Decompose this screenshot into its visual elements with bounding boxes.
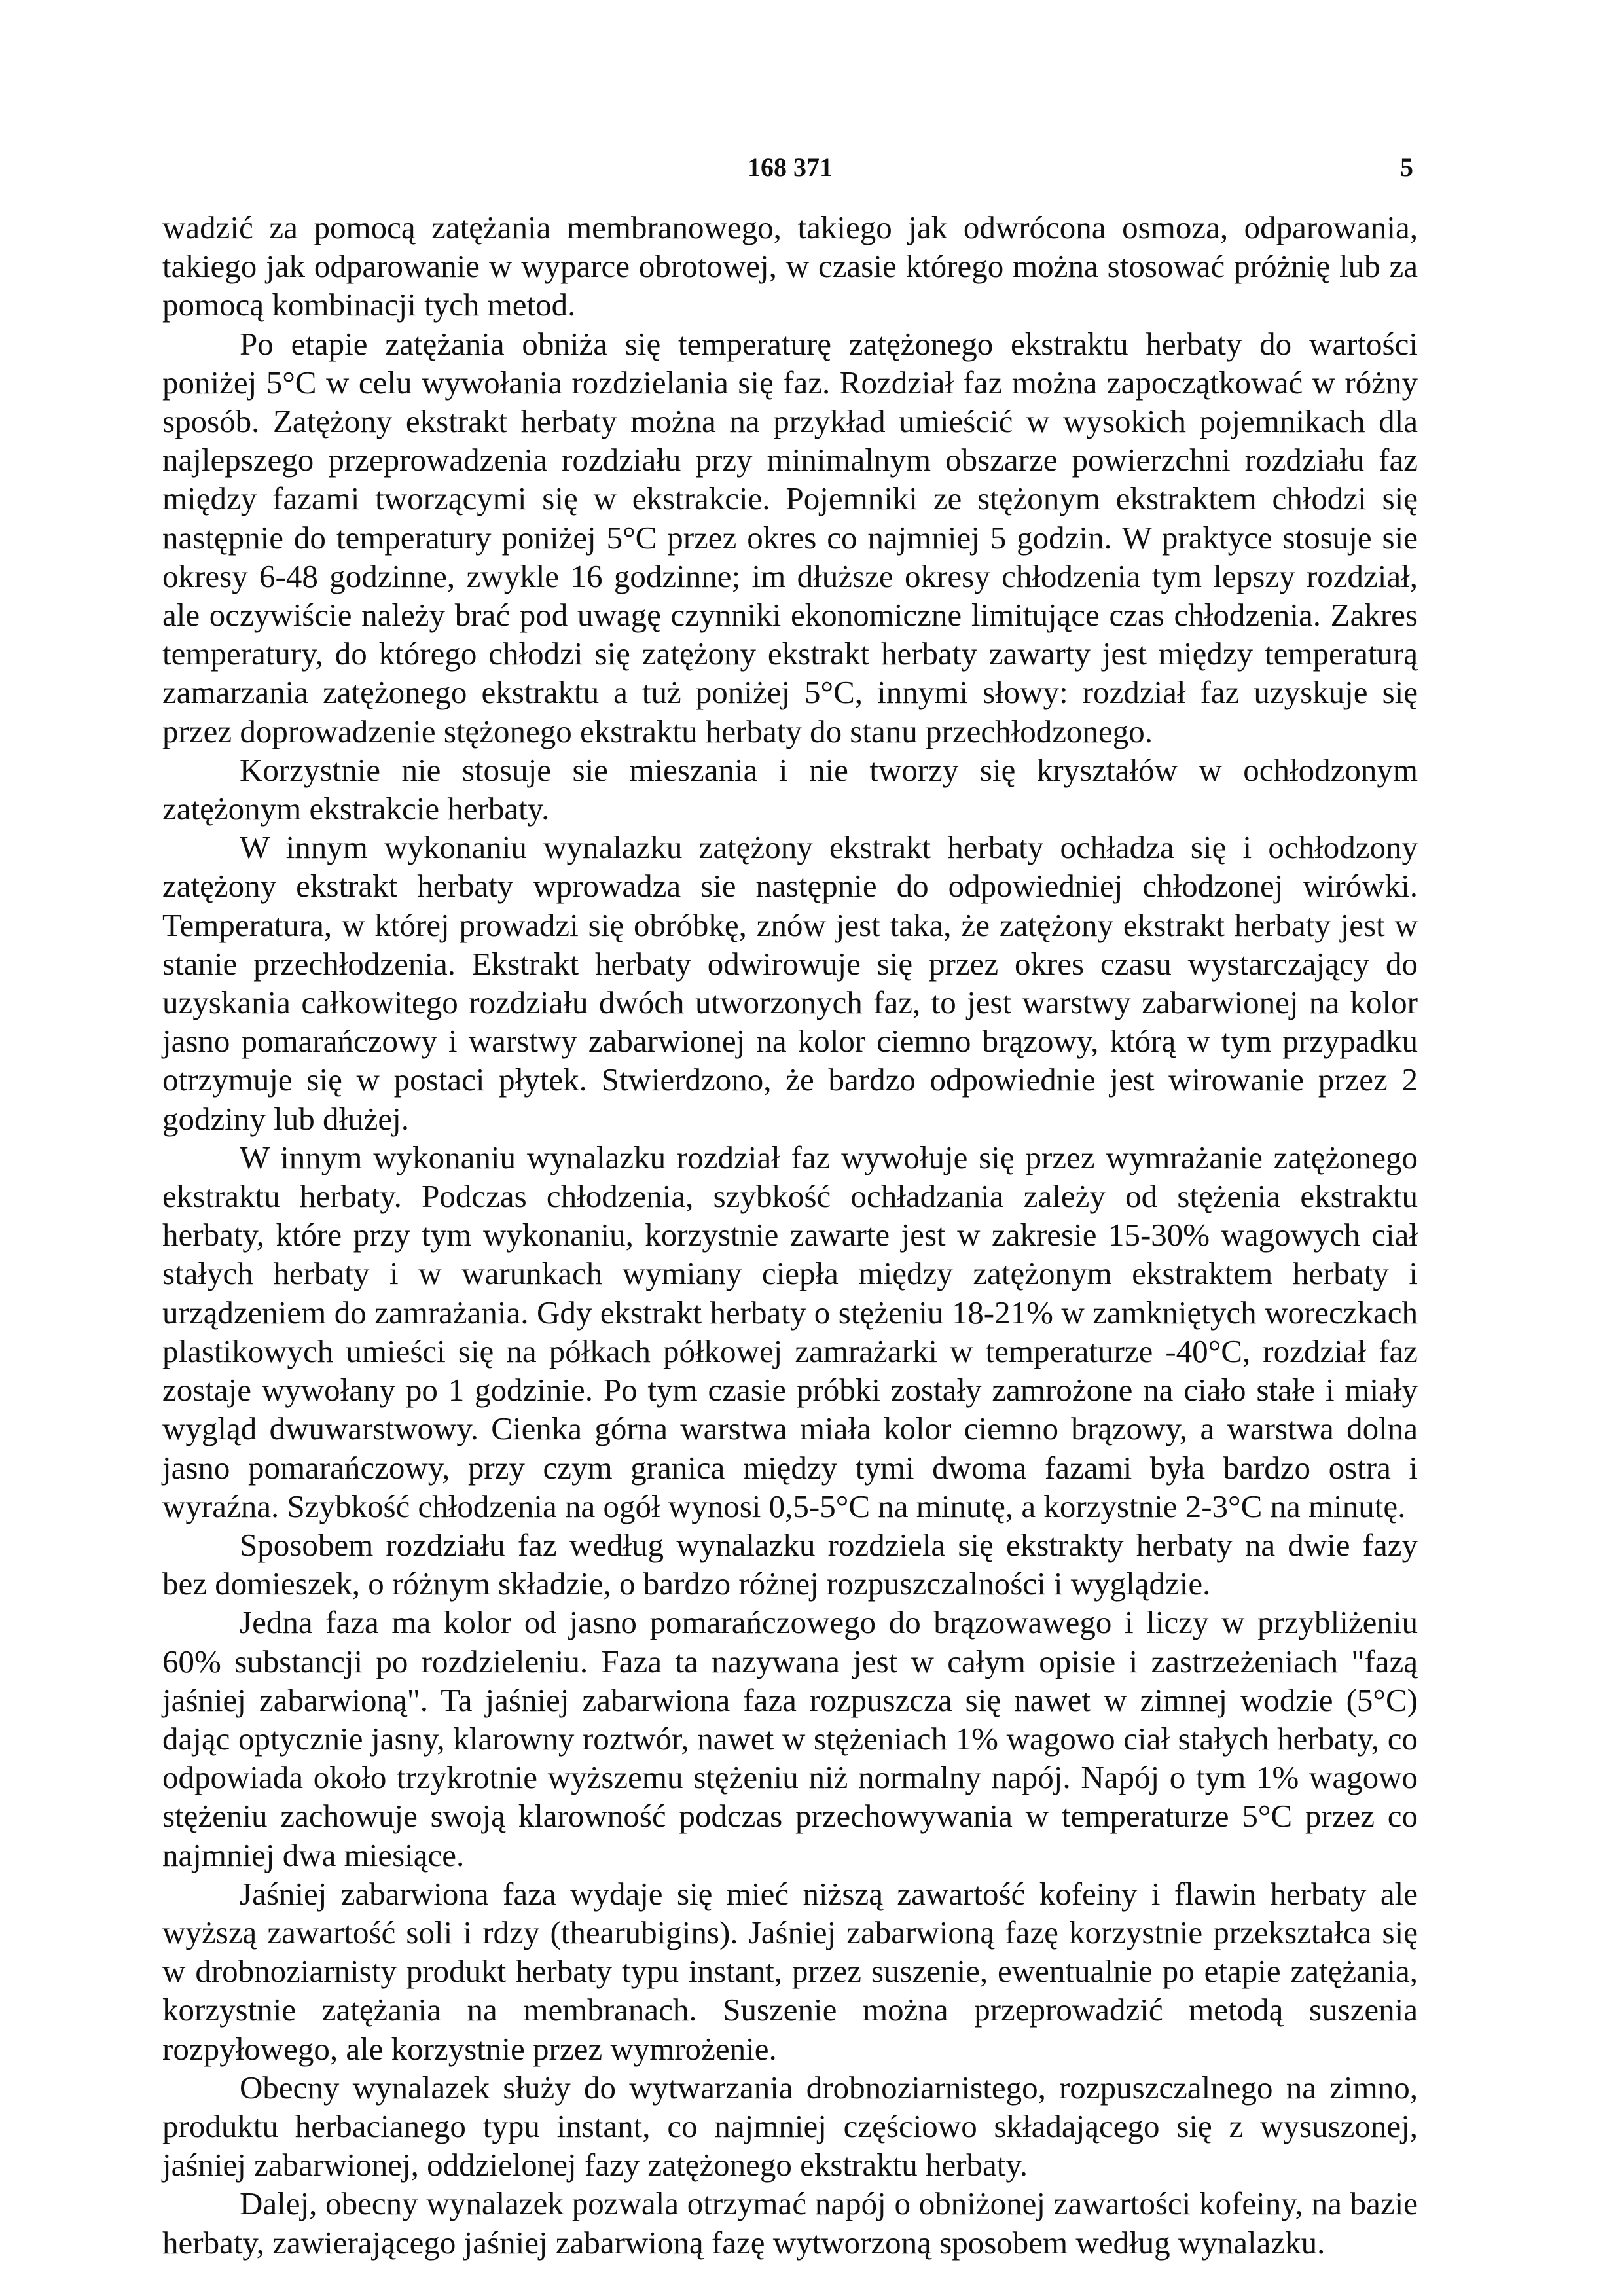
paragraph-3: Korzystnie nie stosuje sie mieszania i nie tworzy się kryształów w ochłodzonym zatężonym ekstrakcie herbaty.	[162, 751, 1418, 827]
page-number: 5	[1400, 152, 1413, 182]
paragraph-2: Po etapie zatężania obniża się temperaturę zatężonego ekstraktu herbaty do wartości poniżej 5°C w celu wywołania rozdzielania się faz. Rozdział faz można zapoczątkować w różny sposób. Zatężony ekstrakt herbaty można na przykład umieścić w wysokich pojemnikach dla najlepszego przeprowadzenia rozdziału przy minimalnym obszarze powierzchni rozdziału faz między fazami tworzącymi się w ekstrakcie. Pojemniki ze stężonym ekstraktem chłodzi się następnie do temperatury poniżej 5°C przez okres co najmniej 5 godzin. W praktyce stosuje sie okresy 6-48 godzinne, zwykle 16 godzinne; im dłuższe okresy chłodzenia tym lepszy rozdział, ale oczywiście należy brać pod uwagę czynniki ekonomiczne limitujące czas chłodzenia. Zakres temperatury, do którego chłodzi się zatężony ekstrakt herbaty zawarty jest między temperaturą zamarzania zatężonego ekstraktu a tuż poniżej 5°C, innymi słowy: rozdział faz uzyskuje się przez doprowadzenie stężonego ekstraktu herbaty do stanu przechłodzonego.	[162, 325, 1418, 749]
patent-number: 168 371	[748, 152, 833, 182]
paragraph-10: Dalej, obecny wynalazek pozwala otrzymać napój o obniżonej zawartości kofeiny, na bazie herbaty, zawierającego jaśniej zabarwioną fazę wytworzoną sposobem według wynalazku.	[162, 2185, 1418, 2261]
paragraph-4: W innym wykonaniu wynalazku zatężony ekstrakt herbaty ochładza się i ochłodzony zatężony ekstrakt herbaty wprowadza sie następnie do odpowiedniej chłodzonej wirówki. Temperatura, w której prowadzi się obróbkę, znów jest taka, że zatężony ekstrakt herbaty jest w stanie przechłodzenia. Ekstrakt herbaty odwirowuje się przez okres czasu wystarczający do uzyskania całkowitego rozdziału dwóch utworzonych faz, to jest warstwy zabarwionej na kolor jasno pomarańczowy i warstwy zabarwionej na kolor ciemno brązowy, którą w tym przypadku otrzymuje się w postaci płytek. Stwierdzono, że bardzo odpowiednie jest wirowanie przez 2 godziny lub dłużej.	[162, 829, 1418, 1137]
paragraph-8: Jaśniej zabarwiona faza wydaje się mieć niższą zawartość kofeiny i flawin herbaty ale wyższą zawartość soli i rdzy (thearubigins). Jaśniej zabarwioną fazę korzystnie przekształca się w drobnoziarnisty produkt herbaty typu instant, przez suszenie, ewentualnie po etapie zatężania, korzystnie zatężania na membranach. Suszenie można przeprowadzić metodą suszenia rozpyłowego, ale korzystnie przez wymrożenie.	[162, 1875, 1418, 2067]
paragraph-6: Sposobem rozdziału faz według wynalazku rozdziela się ekstrakty herbaty na dwie fazy bez domieszek, o różnym składzie, o bardzo różnej rozpuszczalności i wyglądzie.	[162, 1526, 1418, 1602]
paragraph-1: wadzić za pomocą zatężania membranowego, takiego jak odwrócona osmoza, odparowania, takiego jak odparowanie w wyparce obrotowej, w czasie którego można stosować próżnię lub za pomocą kombinacji tych metod.	[162, 209, 1418, 323]
page-header	[0, 152, 1624, 191]
body-text	[162, 208, 1418, 2262]
paragraph-7: Jedna faza ma kolor od jasno pomarańczowego do brązowawego i liczy w przybliżeniu 60% substancji po rozdzieleniu. Faza ta nazywana jest w całym opisie i zastrzeżeniach "fazą jaśniej zabarwioną". Ta jaśniej zabarwiona faza rozpuszcza się nawet w zimnej wodzie (5°C) dając optycznie jasny, klarowny roztwór, nawet w stężeniach 1% wagowo ciał stałych herbaty, co odpowiada około trzykrotnie wyższemu stężeniu niż normalny napój. Napój o tym 1% wagowo stężeniu zachowuje swoją klarowność podczas przechowywania w temperaturze 5°C przez co najmniej dwa miesiące.	[162, 1604, 1418, 1873]
paragraph-9: Obecny wynalazek służy do wytwarzania drobnoziarnistego, rozpuszczalnego na zimno, produktu herbacianego typu instant, co najmniej częściowo składającego się z wysuszonej, jaśniej zabarwionej, oddzielonej fazy zatężonego ekstraktu herbaty.	[162, 2069, 1418, 2183]
paragraph-5: W innym wykonaniu wynalazku rozdział faz wywołuje się przez wymrażanie zatężonego ekstraktu herbaty. Podczas chłodzenia, szybkość ochładzania zależy od stężenia ekstraktu herbaty, które przy tym wykonaniu, korzystnie zawarte jest w zakresie 15-30% wagowych ciał stałych herbaty i w warunkach wymiany ciepła między zatężonym ekstraktem herbaty i urządzeniem do zamrażania. Gdy ekstrakt herbaty o stężeniu 18-21% w zamkniętych woreczkach plastikowych umieści się na półkach półkowej zamrażarki w temperaturze -40°C, rozdział faz zostaje wywołany po 1 godzinie. Po tym czasie próbki zostały zamrożone na ciało stałe i miały wygląd dwuwarstwowy. Cienka górna warstwa miała kolor ciemno brązowy, a warstwa dolna jasno pomarańczowy, przy czym granica między tymi dwoma fazami była bardzo ostra i wyraźna. Szybkość chłodzenia na ogół wynosi 0,5-5°C na minutę, a korzystnie 2-3°C na minutę.	[162, 1139, 1418, 1524]
